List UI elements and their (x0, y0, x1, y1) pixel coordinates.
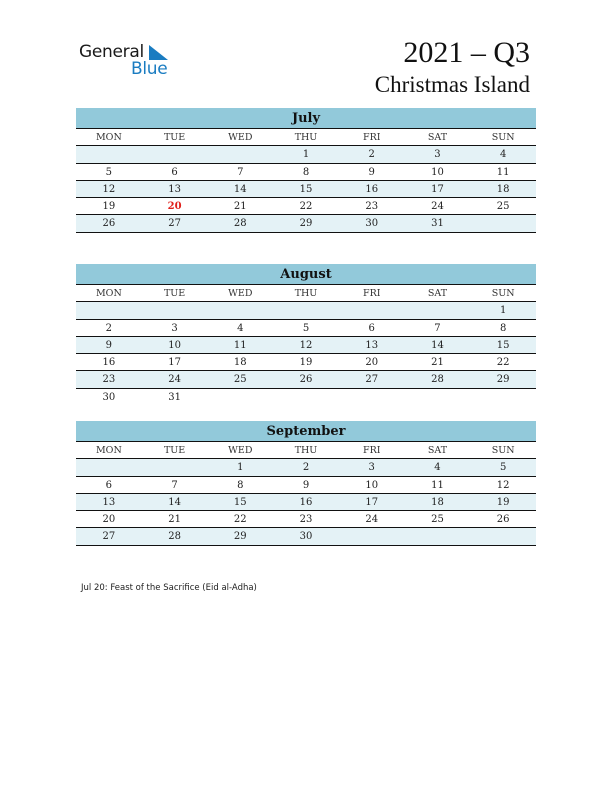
day-cell: 14 (431, 339, 444, 351)
day-cell: 6 (171, 166, 178, 178)
day-cell: 22 (233, 514, 247, 526)
weekday-label: WED (228, 132, 253, 143)
empty-day-cell (76, 146, 142, 162)
day-cell: 22 (299, 201, 313, 213)
empty-day-cell (207, 389, 273, 406)
day-cell: 22 (496, 357, 510, 369)
week-row (76, 354, 536, 371)
week-row (76, 215, 536, 232)
empty-day-cell (273, 389, 339, 406)
day-cell: 17 (365, 496, 379, 508)
day-cell: 14 (168, 496, 181, 508)
day-cell: 19 (299, 357, 313, 369)
day-cell: 2 (105, 322, 113, 334)
day-cell: 3 (171, 322, 178, 334)
day-cell: 6 (105, 479, 113, 491)
empty-day-cell (470, 389, 536, 406)
day-cell: 3 (434, 149, 441, 161)
weekday-label: SUN (491, 288, 515, 299)
week-row (76, 164, 536, 181)
day-cell: 28 (233, 218, 247, 230)
empty-day-cell (142, 302, 208, 318)
day-cell: 30 (365, 218, 379, 230)
day-cell: 15 (233, 496, 247, 508)
weekday-label: FRI (362, 132, 381, 143)
weekday-label: THU (294, 132, 318, 143)
day-cell: 26 (496, 514, 510, 526)
month-title: July (76, 108, 536, 129)
day-cell: 1 (237, 462, 244, 474)
empty-day-cell (339, 302, 405, 318)
empty-day-cell (405, 389, 471, 406)
empty-day-cell (142, 146, 208, 162)
logo-triangle-icon (149, 45, 168, 60)
day-cell: 8 (499, 322, 507, 334)
day-cell: 26 (102, 218, 116, 230)
day-cell: 25 (431, 514, 444, 526)
day-cell: 16 (365, 183, 379, 195)
page-title: 2021 – Q3 (403, 36, 530, 69)
day-cell: 21 (168, 514, 181, 526)
week-row (76, 371, 536, 388)
day-cell: 11 (233, 339, 247, 351)
day-cell: 29 (233, 531, 247, 543)
day-cell: 7 (171, 479, 178, 491)
day-cell: 11 (431, 479, 444, 491)
month-calendar-july (76, 108, 536, 233)
empty-day-cell (76, 459, 142, 475)
empty-day-cell (76, 302, 142, 318)
day-cell: 19 (496, 496, 510, 508)
day-cell: 13 (168, 183, 181, 195)
day-cell: 9 (302, 479, 310, 491)
weekday-label: FRI (362, 288, 381, 299)
day-cell: 12 (299, 339, 313, 351)
day-cell: 4 (499, 149, 507, 161)
week-row (76, 320, 536, 337)
day-cell: 29 (299, 218, 313, 230)
day-cell: 23 (365, 201, 379, 213)
month-calendar-september (76, 421, 536, 546)
day-cell: 5 (302, 322, 310, 334)
day-cell: 15 (299, 183, 313, 195)
day-cell: 13 (365, 339, 379, 351)
day-cell: 3 (368, 462, 375, 474)
day-cell: 10 (365, 479, 379, 491)
day-cell: 18 (496, 183, 510, 195)
day-cell: 10 (168, 339, 181, 351)
day-cell: 27 (102, 531, 116, 543)
day-cell: 24 (168, 374, 181, 386)
day-cell: 9 (368, 166, 375, 178)
empty-day-cell (470, 528, 536, 544)
day-cell: 31 (431, 218, 444, 230)
day-cell: 15 (496, 339, 510, 351)
day-cell: 5 (105, 166, 113, 178)
weekday-header-row (76, 442, 536, 459)
day-cell: 8 (302, 166, 310, 178)
weekday-label: TUE (163, 445, 186, 456)
day-cell: 9 (105, 339, 113, 351)
month-calendar-august (76, 264, 536, 406)
holiday-note: Jul 20: Feast of the Sacrifice (Eid al-Adha) (81, 583, 257, 593)
day-cell: 28 (431, 374, 444, 386)
day-cell: 18 (431, 496, 444, 508)
week-row (76, 528, 536, 545)
day-cell: 11 (496, 166, 510, 178)
day-cell: 26 (299, 374, 313, 386)
weekday-header-row (76, 285, 536, 302)
day-cell: 17 (431, 183, 444, 195)
month-title: August (76, 264, 536, 285)
day-cell: 21 (233, 201, 247, 213)
day-cell: 23 (299, 514, 313, 526)
weekday-label: THU (294, 288, 318, 299)
weekday-label: MON (95, 445, 122, 456)
day-cell: 16 (102, 357, 116, 369)
day-cell: 19 (102, 201, 116, 213)
week-row (76, 198, 536, 215)
empty-day-cell (470, 215, 536, 231)
day-cell: 2 (368, 149, 375, 161)
day-cell: 1 (499, 305, 507, 317)
day-cell: 7 (237, 166, 244, 178)
empty-day-cell (207, 302, 273, 318)
weekday-header-row (76, 129, 536, 146)
day-cell: 7 (434, 322, 441, 334)
weekday-label: SUN (491, 132, 515, 143)
weekday-label: MON (95, 288, 122, 299)
day-cell: 29 (496, 374, 510, 386)
logo (79, 40, 179, 80)
weekday-label: MON (95, 132, 122, 143)
day-cell: 23 (102, 374, 116, 386)
logo-text-general: General (79, 42, 144, 62)
day-cell: 25 (496, 201, 510, 213)
day-cell: 12 (496, 479, 510, 491)
day-cell: 6 (368, 322, 375, 334)
week-row (76, 146, 536, 163)
week-row (76, 511, 536, 528)
day-cell: 31 (168, 391, 181, 403)
empty-day-cell (273, 302, 339, 318)
weekday-label: WED (228, 445, 253, 456)
day-cell: 1 (302, 149, 310, 161)
day-cell: 10 (431, 166, 444, 178)
week-row (76, 389, 536, 406)
weekday-label: THU (294, 445, 318, 456)
week-row (76, 302, 536, 319)
weekday-label: TUE (163, 132, 186, 143)
week-row (76, 477, 536, 494)
empty-day-cell (339, 528, 405, 544)
weekday-label: SUN (491, 445, 515, 456)
week-row (76, 181, 536, 198)
day-cell: 4 (237, 322, 244, 334)
weekday-label: SAT (427, 445, 448, 456)
day-cell: 2 (302, 462, 310, 474)
empty-day-cell (339, 389, 405, 406)
day-cell: 13 (102, 496, 116, 508)
day-cell: 4 (434, 462, 441, 474)
holiday-day-cell: 20 (167, 201, 182, 213)
day-cell: 25 (233, 374, 247, 386)
page-subtitle: Christmas Island (374, 72, 530, 97)
day-cell: 18 (233, 357, 247, 369)
day-cell: 28 (168, 531, 181, 543)
weekday-label: SAT (427, 288, 448, 299)
day-cell: 30 (102, 391, 116, 403)
day-cell: 27 (168, 218, 181, 230)
day-cell: 20 (102, 514, 116, 526)
day-cell: 24 (431, 201, 444, 213)
week-row (76, 494, 536, 511)
weekday-label: TUE (163, 288, 186, 299)
day-cell: 27 (365, 374, 379, 386)
week-row (76, 337, 536, 354)
day-cell: 8 (237, 479, 244, 491)
logo-text-blue: Blue (131, 59, 168, 79)
day-cell: 14 (233, 183, 247, 195)
weekday-label: FRI (362, 445, 381, 456)
empty-day-cell (405, 528, 471, 544)
day-cell: 30 (299, 531, 313, 543)
day-cell: 20 (365, 357, 379, 369)
day-cell: 21 (431, 357, 444, 369)
weekday-label: WED (228, 288, 253, 299)
day-cell: 12 (102, 183, 116, 195)
day-cell: 5 (499, 462, 507, 474)
week-row (76, 459, 536, 476)
empty-day-cell (142, 459, 208, 475)
month-title: September (76, 421, 536, 442)
empty-day-cell (405, 302, 471, 318)
weekday-label: SAT (427, 132, 448, 143)
day-cell: 16 (299, 496, 313, 508)
day-cell: 17 (168, 357, 181, 369)
day-cell: 24 (365, 514, 379, 526)
empty-day-cell (207, 146, 273, 162)
